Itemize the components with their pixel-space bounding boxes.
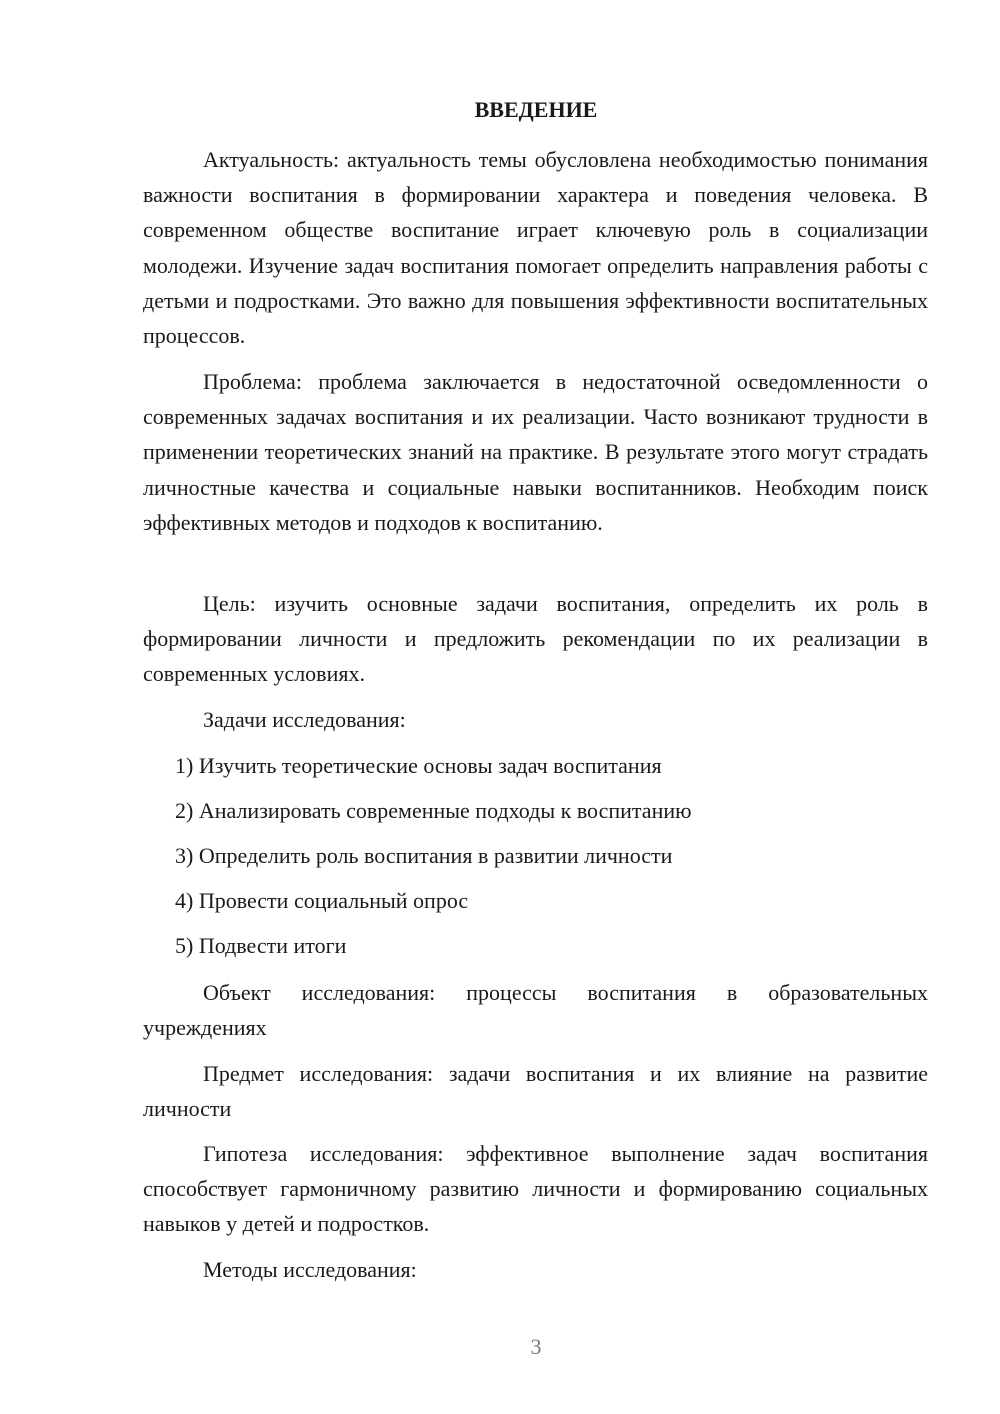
list-item: 3) Определить роль воспитания в развитии личности (175, 843, 673, 868)
paragraph-goal: Цель: изучить основные задачи воспитания, определить их роль в формировании личности и предложить рекомендации по их реализации в современных условиях. (143, 591, 928, 687)
page-number: 3 (530, 1334, 542, 1359)
page-title: ВВЕДЕНИЕ (474, 97, 598, 122)
tasks-heading: Задачи исследования: (203, 707, 406, 732)
list-item: 5) Подвести итоги (175, 933, 347, 958)
methods-heading: Методы исследования: (203, 1257, 417, 1282)
paragraph-subject: Предмет исследования: задачи воспитания и их влияние на развитие личности (143, 1061, 928, 1122)
paragraph-problem: Проблема: проблема заключается в недостаточной осведомленности о современных задачах воспитания и их реализации. Часто возникают трудности в применении теоретических знаний на практике. В результате этого могут страдать личностные качества и социальные навыки воспитанников. Необходим поиск эффективных методов и подходов к воспитанию. (143, 369, 928, 535)
paragraph-relevance: Актуальность: актуальность темы обусловлена необходимостью понимания важности воспитания в формировании характера и поведения человека. В современном обществе воспитание играет ключевую роль в социализации молодежи. Изучение задач воспитания помогает определить направления работы с детьми и подростками. Это важно для повышения эффективности воспитательных процессов. (143, 147, 928, 349)
list-item: 2) Анализировать современные подходы к воспитанию (175, 798, 692, 823)
list-item: 4) Провести социальный опрос (175, 888, 469, 913)
paragraph-object: Объект исследования: процессы воспитания в образовательных учреждениях (143, 980, 928, 1041)
paragraph-hypothesis: Гипотеза исследования: эффективное выполнение задач воспитания способствует гармоничному развитию личности и формированию социальных навыков у детей и подростков. (143, 1141, 928, 1237)
list-item: 1) Изучить теоретические основы задач воспитания (175, 753, 662, 778)
